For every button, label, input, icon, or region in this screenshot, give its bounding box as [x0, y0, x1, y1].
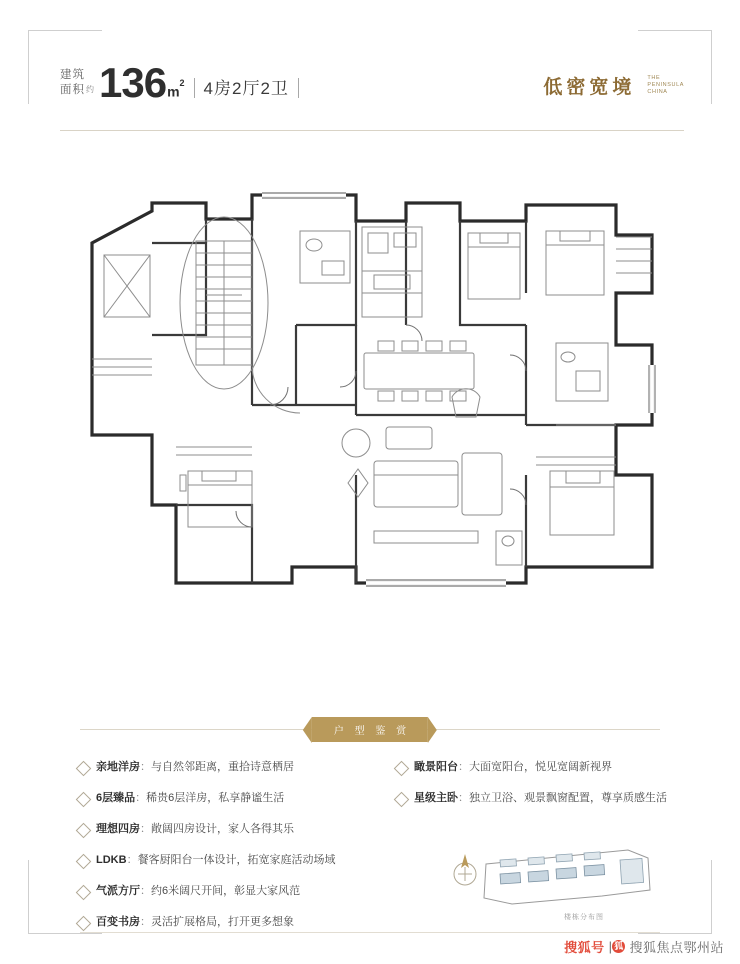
feature-column-right — [396, 760, 686, 822]
brand-mark — [647, 75, 684, 96]
feature-title: LDKB — [96, 854, 127, 866]
watermark-separator: | — [608, 939, 613, 954]
compass-icon — [452, 848, 478, 892]
diamond-bullet-icon — [76, 792, 92, 808]
area-unit-sup: 2 — [179, 78, 185, 89]
diamond-bullet-icon — [76, 854, 92, 870]
footer-rule — [80, 932, 660, 933]
feature-title: 瞰景阳台 — [414, 761, 458, 773]
feature-sep: ： — [458, 761, 469, 773]
area-label-sup: 约 — [86, 85, 95, 94]
list-item — [78, 853, 408, 868]
area-unit-text: m — [167, 84, 180, 100]
site-plan-thumbnail — [452, 838, 662, 924]
feature-desc: 大面宽阳台，悦见宽阔新视界 — [469, 761, 612, 773]
watermark-text: 搜狐焦点鄂州站 — [629, 940, 724, 955]
watermark — [564, 937, 724, 956]
section-badge: 户 型 鉴 赏 — [312, 717, 428, 742]
header-divider-left — [194, 78, 195, 98]
feature-title: 气派方厅 — [96, 885, 140, 897]
header-divider-right — [298, 78, 299, 98]
diamond-bullet-icon — [76, 761, 92, 777]
area-unit — [167, 78, 185, 100]
brand-line1: THE — [647, 75, 661, 81]
diamond-bullet-icon — [76, 885, 92, 901]
feature-desc: 餐客厨阳台一体设计，拓宽家庭活动场域 — [137, 854, 336, 866]
feature-column-left — [78, 760, 408, 946]
feature-desc: 灵活扩展格局，打开更多想象 — [151, 916, 294, 928]
list-item — [78, 884, 408, 899]
diamond-bullet-icon — [394, 792, 410, 808]
area-label — [60, 68, 95, 104]
header-left — [60, 59, 308, 106]
corner-rule-top-right-h — [638, 30, 712, 31]
list-item — [396, 791, 686, 806]
feature-desc: 敞阔四房设计，家人各得其乐 — [151, 823, 294, 835]
feature-title: 理想四房 — [96, 823, 140, 835]
feature-desc: 稀贵6层洋房，私享静谧生活 — [146, 792, 285, 804]
feature-desc: 独立卫浴、观景飘窗配置，尊享质感生活 — [469, 792, 667, 804]
list-item — [78, 791, 408, 806]
floorplan-drawing — [56, 175, 686, 675]
feature-sep: ： — [140, 885, 151, 897]
list-item — [396, 760, 686, 775]
list-item — [78, 915, 408, 930]
feature-sep: ： — [458, 792, 469, 804]
feature-sep: ： — [140, 823, 151, 835]
feature-desc: 约6米阔尺开间，彰显大家风范 — [151, 885, 301, 897]
diamond-bullet-icon — [76, 823, 92, 839]
list-item — [78, 822, 408, 837]
corner-rule-bottom-left-v — [28, 860, 29, 934]
area-value: 136 — [99, 59, 167, 106]
corner-rule-top-right-v — [711, 30, 712, 104]
brand-line3: CHINA — [647, 89, 668, 95]
area-label-line1: 建筑 — [60, 69, 85, 81]
feature-desc: 与自然邻距离，重拾诗意栖居 — [151, 761, 294, 773]
corner-rule-top-left-h — [28, 30, 102, 31]
area-label-line2: 面积 — [60, 84, 85, 96]
header — [60, 59, 684, 126]
feature-title: 6层臻品 — [96, 792, 136, 804]
feature-sep: ： — [135, 792, 147, 804]
header-right — [543, 72, 684, 99]
watermark-prefix: 搜狐号 — [564, 940, 605, 955]
header-rule — [60, 130, 684, 131]
feature-title: 亲地洋房 — [96, 761, 140, 773]
feature-sep: ： — [140, 761, 151, 773]
feature-title: 星级主卧 — [414, 792, 458, 804]
feature-title: 百变书房 — [96, 916, 140, 928]
feature-sep: ： — [126, 854, 138, 866]
layout-text: 4房2厅2卫 — [203, 79, 289, 98]
corner-rule-bottom-right-v — [711, 860, 712, 934]
list-item — [78, 760, 408, 775]
slogan: 低密宽境 — [543, 77, 636, 98]
corner-rule-top-left-v — [28, 30, 29, 104]
corner-rule-bottom-right-h — [638, 933, 712, 934]
diamond-bullet-icon — [394, 761, 410, 777]
site-plan-drawing — [452, 838, 662, 918]
site-plan-caption: 楼栋分布图 — [564, 914, 604, 921]
diamond-bullet-icon — [76, 916, 92, 932]
sohu-dot-icon: 狐 — [614, 941, 624, 951]
feature-sep: ： — [140, 916, 151, 928]
brand-line2: PENINSULA — [647, 82, 684, 88]
